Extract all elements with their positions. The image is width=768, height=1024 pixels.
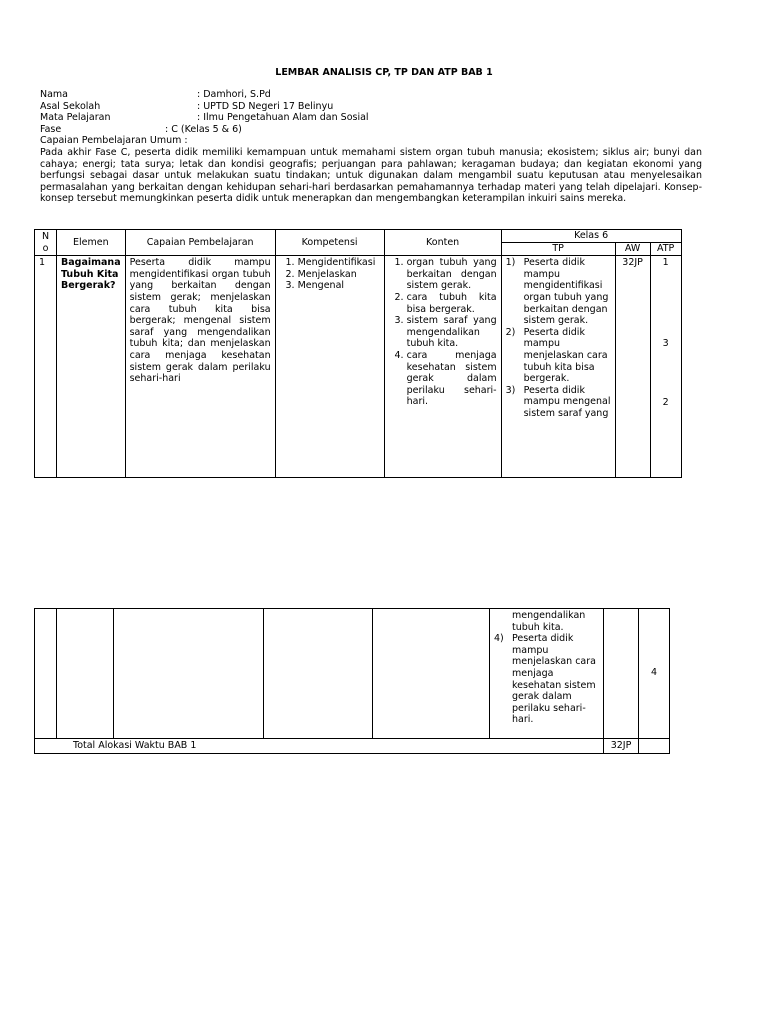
- header-aw: AW: [615, 243, 650, 256]
- kompetensi-item: 1. Mengidentifikasi: [298, 257, 380, 269]
- tp-text: Peserta didik mampu menjelaskan cara menjaga kesehatan sistem gerak dalam perilaku sehari-hari.: [512, 633, 596, 726]
- konten-item: 1. organ tubuh yang berkaitan dengan sistem gerak.: [407, 257, 497, 292]
- tp-text: Peserta didik mampu mengenal sistem saraf yang: [523, 384, 611, 419]
- cpu-row: [40, 135, 702, 147]
- analysis-table-continued: [34, 608, 670, 754]
- analysis-table: [34, 229, 682, 478]
- table-row: [35, 609, 670, 739]
- row-tp: [501, 256, 615, 478]
- row-cp: Peserta didik mampu mengidentifikasi organ tubuh yang berkaitan dengan sistem gerak; menjelaskan cara tubuh kita bisa bergerak; mengenal sistem saraf yang mengendalikan tubuh kita; dan menjelaskan cara menjaga kesehatan sistem gerak dalam perilaku sehari-hari: [125, 256, 275, 478]
- header-row-1: [35, 230, 682, 243]
- konten-item: 3. sistem saraf yang mengendalikan tubuh kita.: [407, 315, 497, 350]
- atp-value: 2: [662, 397, 669, 409]
- tp-item: [506, 327, 611, 385]
- tp-number: 4): [494, 633, 504, 645]
- tp-text: Peserta didik mampu menjelaskan cara tubuh kita bisa bergerak.: [523, 326, 608, 385]
- nama-label: Nama: [40, 89, 69, 100]
- row-aw: 32JP: [615, 256, 650, 478]
- atp-value: 3: [662, 338, 669, 350]
- total-atp-empty: [639, 739, 670, 754]
- row-atp: [650, 256, 681, 478]
- fase-row: [40, 124, 702, 136]
- header-kelas: Kelas 6: [501, 230, 681, 243]
- konten-item: 2. cara tubuh kita bisa bergerak.: [407, 292, 497, 315]
- sekolah-label: Asal Sekolah: [40, 100, 101, 112]
- row-elemen-empty: [57, 609, 114, 739]
- mapel-value: : Ilmu Pengetahuan Alam dan Sosial: [197, 112, 369, 124]
- total-aw: 32JP: [604, 739, 639, 754]
- nama-value: : Damhori, S.Pd: [197, 89, 271, 100]
- mapel-row: [40, 112, 702, 124]
- table-row: [35, 256, 682, 478]
- header-konten: Konten: [384, 230, 501, 256]
- tp-item: [506, 385, 611, 420]
- tp-number: 3): [505, 384, 516, 396]
- row-konten: [384, 256, 501, 478]
- row-tp-continued: [490, 609, 604, 739]
- atp-value: 4: [650, 667, 658, 678]
- row-no: 1: [35, 256, 57, 478]
- row-konten-empty: [373, 609, 490, 739]
- row-kompetensi-empty: [264, 609, 373, 739]
- header-atp: ATP: [650, 243, 681, 256]
- total-label: Total Alokasi Waktu BAB 1: [35, 739, 604, 754]
- kompetensi-item: 3. Mengenal: [298, 280, 380, 292]
- konten-list: [389, 257, 497, 408]
- row-no-empty: [35, 609, 57, 739]
- tp-item: [494, 633, 599, 726]
- row-atp: [639, 609, 670, 739]
- header-kompetensi: Kompetensi: [275, 230, 384, 256]
- total-row: [35, 739, 670, 754]
- kompetensi-list: [280, 257, 380, 292]
- fase-value: : C (Kelas 5 & 6): [165, 123, 242, 135]
- konten-item: 4. cara menjaga kesehatan sistem gerak dalam perilaku sehari-hari.: [407, 350, 497, 408]
- row-aw-empty: [604, 609, 639, 739]
- document-title: LEMBAR ANALISIS CP, TP DAN ATP BAB 1: [275, 67, 493, 78]
- tp-item: [506, 257, 611, 327]
- header-cp: Capaian Pembelajaran: [125, 230, 275, 256]
- tp-number: 2): [505, 326, 516, 338]
- fase-label: Fase: [40, 123, 62, 135]
- identity-block: [40, 89, 702, 205]
- mapel-label: Mata Pelajaran: [40, 112, 111, 124]
- sekolah-row: [40, 101, 702, 113]
- nama-row: [40, 89, 702, 101]
- tp-continued-text: mengendalikan tubuh kita.: [512, 610, 586, 633]
- sekolah-value: : UPTD SD Negeri 17 Belinyu: [197, 100, 334, 112]
- atp-value: 1: [662, 257, 669, 269]
- header-elemen: Elemen: [57, 230, 126, 256]
- header-tp: TP: [501, 243, 615, 256]
- kompetensi-item: 2. Menjelaskan: [298, 269, 380, 281]
- tp-text: Peserta didik mampu mengidentifikasi organ tubuh yang berkaitan dengan sistem gerak.: [523, 257, 609, 327]
- row-elemen: Bagaimana Tubuh Kita Bergerak?: [57, 256, 126, 478]
- tp-number: 1): [505, 257, 516, 269]
- header-no: N o: [35, 230, 57, 256]
- row-kompetensi: [275, 256, 384, 478]
- cpu-text: Pada akhir Fase C, peserta didik memiliki kemampuan untuk memahami sistem organ tubuh manusia; ekosistem; siklus air; bunyi dan cahaya; energi; tata surya; letak dan kondisi geografis; perjuangan para pahlawan; keragaman budaya; dan kegiatan ekonomi yang berfungsi sebagai dasar untuk melakukan suatu tindakan; untuk digunakan dalam mengambil suatu keputusan atau menyelesaikan permasalahan yang berkaitan dengan kehidupan sehari-hari berdasarkan pemahamannya terhadap materi yang telah dipelajari. Konsep-konsep tersebut memungkinkan peserta didik untuk menerapkan dan mengembangkan keterampilan inkuiri sains mereka.: [40, 146, 702, 205]
- row-cp-empty: [114, 609, 264, 739]
- cpu-label: Capaian Pembelajaran Umum :: [40, 135, 188, 147]
